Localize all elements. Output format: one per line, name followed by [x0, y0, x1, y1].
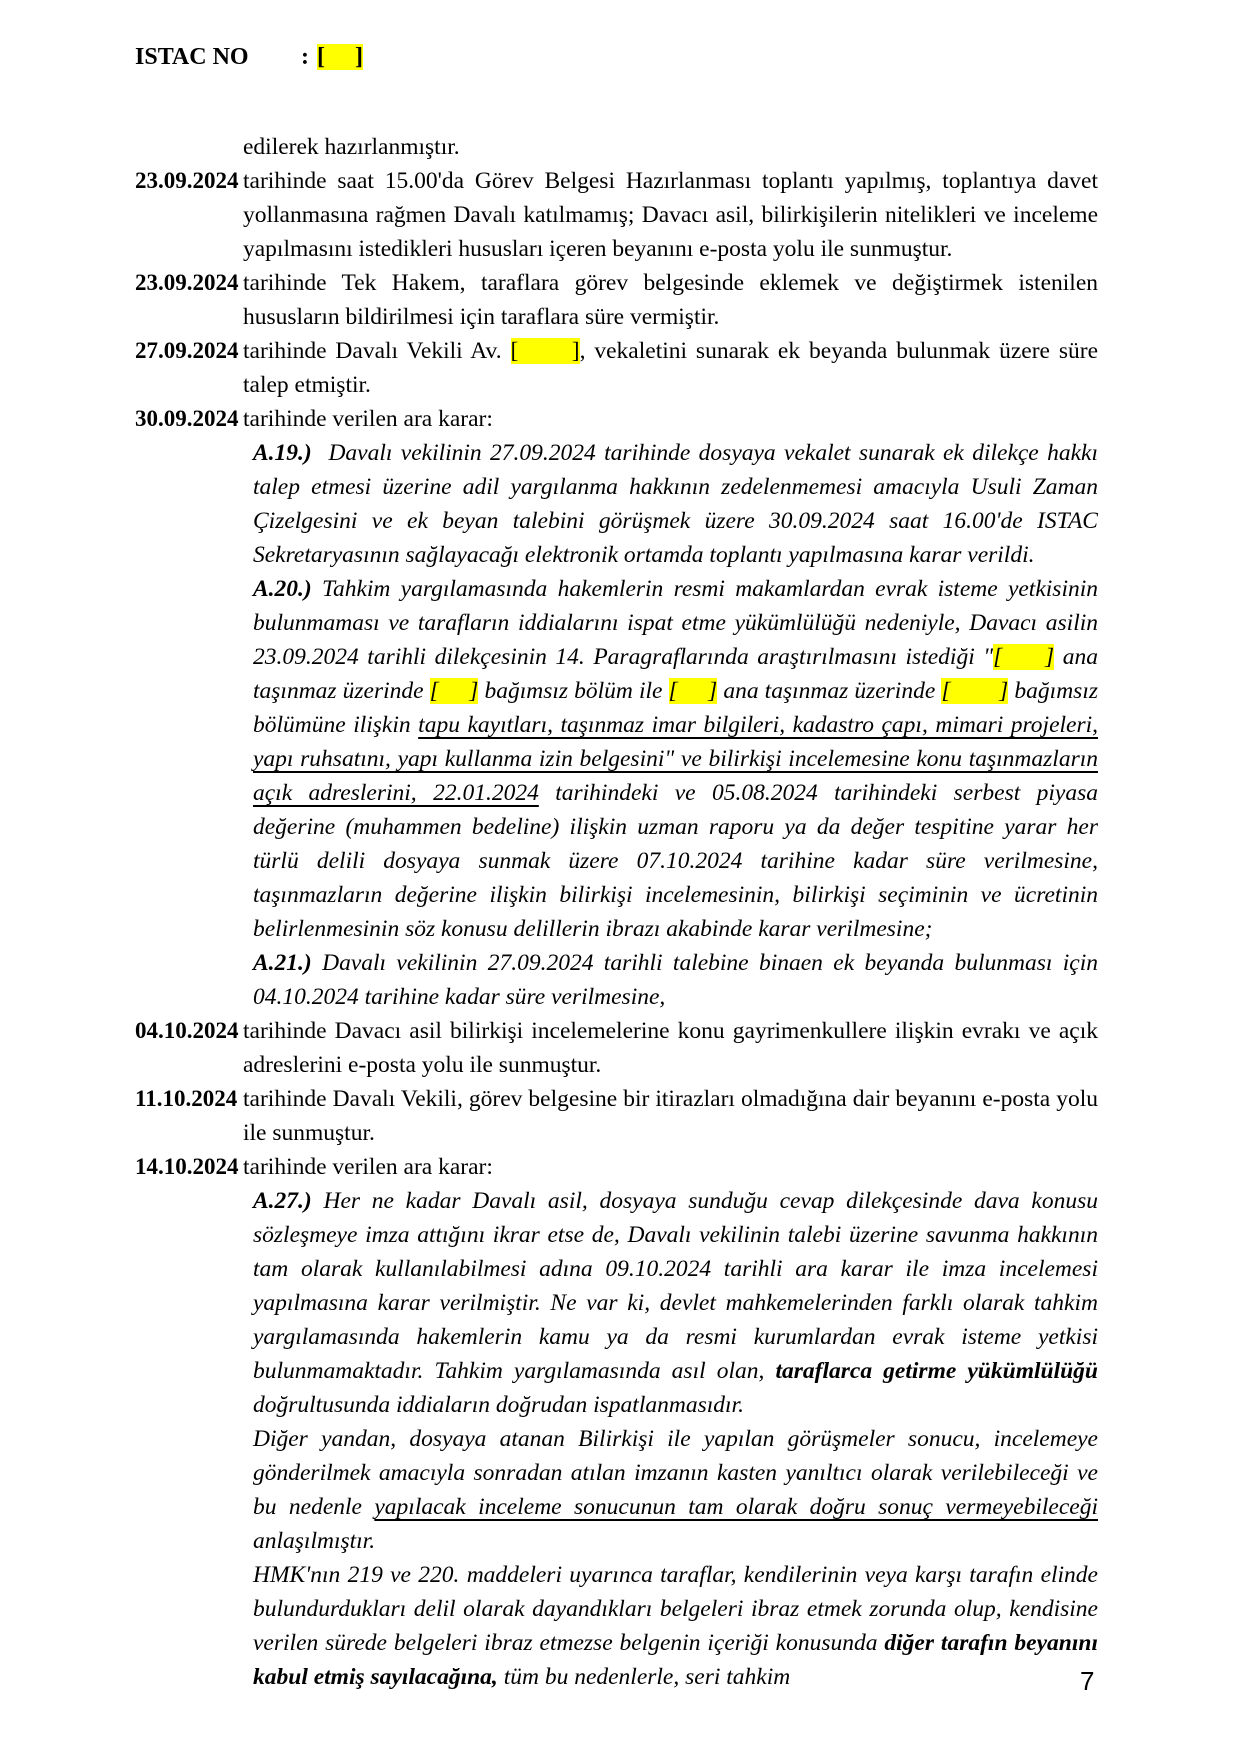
- entry-date: [135, 130, 243, 164]
- timeline-entry: [135, 266, 1098, 334]
- underlined-text: tapu kayıtları, taşınmaz imar bilgileri, kadastro çapı, mimari projeleri, yapı ruhsatını, yapı kullanma izin belgesini" ve bilirkişi incelemesine konu taşınmazların açık adreslerini, 22.01.2024: [253, 712, 1099, 806]
- paragraph: [243, 1014, 1098, 1082]
- text-segment: Tahkim yargılamasında hakemlerin resmi makamlardan evrak isteme yetkisinin bulunmaması ve tarafların iddialarını ispat etme yükümlülüğü nedeniyle, Davacı asilin 23.09.2024 tarihli dilekçesinin 14. Paragraflarında araştırılmasını istediği ": [253, 576, 1098, 670]
- text-segment: anlaşılmıştır.: [253, 1528, 376, 1554]
- entry-date: 30.09.2024: [135, 406, 239, 431]
- paragraph: [243, 334, 1098, 402]
- entry-content: [243, 1082, 1098, 1150]
- text-segment: , vekaletini sunarak ek beyanda bulunmak üzere süre talep etmiştir.: [243, 338, 1099, 398]
- doc-header: [135, 44, 363, 71]
- entry-content: [243, 334, 1098, 402]
- entry-content: [243, 1014, 1098, 1082]
- text-segment: Diğer yandan, dosyaya atanan Bilirkişi ile yapılan görüşmeler sonucu, incelemeye gönderilmek amacıyla sonradan atılan imzanın kasten yanıltıcı olarak verilebileceği ve bu nedenle: [253, 1426, 1098, 1520]
- entry-date: 14.10.2024: [135, 1154, 239, 1179]
- istac-no-separator: :: [301, 44, 309, 70]
- text-segment: ana taşınmaz üzerinde: [717, 678, 942, 704]
- timeline-entry: [135, 130, 1098, 164]
- redaction-highlight: [ ]: [510, 338, 580, 364]
- paragraph: [243, 402, 1098, 436]
- text-segment: tarihinde Davacı asil bilirkişi incelemelerine konu gayrimenkullere ilişkin evrakı ve açık adreslerini e-posta yolu ile sunmuştur.: [243, 1018, 1098, 1078]
- entry-date: 04.10.2024: [135, 1018, 239, 1043]
- bold-emphasis: A.27.): [253, 1188, 312, 1214]
- bold-emphasis: A.20.): [253, 576, 312, 602]
- text-segment: tarihinde Davalı Vekili Av.: [243, 338, 511, 364]
- decision-paragraph: [253, 572, 1098, 946]
- page-number: 7: [1080, 1666, 1095, 1696]
- bold-emphasis: taraflarca getirme yükümlülüğü: [775, 1358, 1098, 1384]
- text-segment: tarihinde Tek Hakem, taraflara görev belgesinde eklemek ve değiştirmek istenilen hususların bildirilmesi için taraflara süre vermiştir.: [243, 270, 1098, 330]
- text-segment: doğrultusunda iddiaların doğrudan ispatlanmasıdır.: [253, 1392, 744, 1418]
- bold-emphasis: diğer tarafın beyanını kabul etmiş sayılacağına,: [253, 1630, 1098, 1690]
- underlined-text: yapılacak inceleme sonucunun tam olarak doğru sonuç vermeyebileceği: [374, 1494, 1098, 1520]
- timeline: [135, 130, 1098, 1694]
- text-segment: tarihinde saat 15.00'da Görev Belgesi Hazırlanması toplantı yapılmış, toplantıya davet yollanmasına rağmen Davalı katılmamış; Davacı asil, bilirkişilerin nitelikleri ve inceleme yapılmasını istedikleri hususları içeren beyanını e-posta yolu ile sunmuştur.: [243, 168, 1098, 262]
- entry-content: [243, 130, 1098, 164]
- text-segment: HMK'nın 219 ve 220. maddeleri uyarınca taraflar, kendilerinin veya karşı tarafın elinde bulundurdukları delil olarak dayandıkları belgeleri ibraz etmek zorunda olup, kendisine verilen sürede belgeleri ibraz etmezse belgenin içeriği konusunda: [253, 1562, 1098, 1656]
- text-segment: Davalı vekilinin 27.09.2024 tarihinde dosyaya vekalet sunarak ek dilekçe hakkı talep etmesi üzerine adil yargılanma hakkının zedelenmemesi amacıyla Usuli Zaman Çizelgesini ve ek beyan talebini görüşmek üzere 30.09.2024 saat 16.00'de ISTAC Sekretaryasının sağlayacağı elektronik ortamda toplantı yapılmasına karar verildi.: [253, 440, 1098, 568]
- decision-paragraph: [253, 1184, 1098, 1422]
- istac-no-label: ISTAC NO: [135, 44, 249, 70]
- text-segment: tarihinde verilen ara karar:: [243, 406, 493, 432]
- decision-paragraph: [253, 1422, 1098, 1558]
- entry-date: 27.09.2024: [135, 338, 239, 363]
- istac-no-redaction-highlight: [ ]: [317, 44, 363, 70]
- redaction-highlight: [ ]: [429, 678, 479, 704]
- redaction-highlight: [ ]: [941, 678, 1009, 704]
- bold-emphasis: A.19.): [253, 440, 312, 466]
- entry-content: [243, 266, 1098, 334]
- decision-paragraph: [253, 946, 1098, 1014]
- paragraph: [243, 130, 1098, 164]
- timeline-entry: [135, 402, 1098, 1014]
- text-segment: bağımsız bölümüne ilişkin: [253, 678, 1098, 738]
- decision-paragraph: [253, 436, 1098, 572]
- redaction-highlight: [ ]: [993, 644, 1055, 670]
- timeline-entry: [135, 164, 1098, 266]
- text-segment: Her ne kadar Davalı asil, dosyaya sunduğu cevap dilekçesinde dava konusu sözleşmeye imza attığını ikrar etse de, Davalı vekilinin talebi üzerine savunma hakkının tam olarak kullanılabilmesi adına 09.10.2024 tarihli ara karar ile imza incelemesi yapılmasına karar verilmiştir. Ne var ki, devlet mahkemelerinden farklı olarak tahkim yargılamasında hakemlerin kamu ya da resmi kurumlardan evrak isteme yetkisi bulunmamaktadır. Tahkim yargılamasında asıl olan,: [253, 1188, 1098, 1384]
- text-segment: tarihinde verilen ara karar:: [243, 1154, 493, 1180]
- text-segment: Davalı vekilinin 27.09.2024 tarihli talebine binaen ek beyanda bulunması için 04.10.2024 tarihine kadar süre verilmesine,: [253, 950, 1098, 1010]
- entry-date: 23.09.2024: [135, 168, 239, 193]
- paragraph: [243, 266, 1098, 334]
- entry-content: [243, 164, 1098, 266]
- redaction-highlight: [ ]: [668, 678, 718, 704]
- timeline-entry: [135, 334, 1098, 402]
- text-segment: ana taşınmaz üzerinde: [253, 644, 1098, 704]
- paragraph: [243, 164, 1098, 266]
- entry-content: [243, 402, 1098, 1014]
- timeline-entry: [135, 1150, 1098, 1694]
- entry-content: [243, 1150, 1098, 1694]
- text-segment: tarihindeki ve 05.08.2024 tarihindeki serbest piyasa değerine (muhammen bedeline) ilişkin uzman raporu ya da değer tespitine yarar her türlü delili dosyaya sunmak üzere 07.10.2024 tarihine kadar süre verilmesine, taşınmazların değerine ilişkin bilirkişi incelemesinin, bilirkişi seçiminin ve ücretinin belirlenmesinin söz konusu delillerin ibrazı akabinde karar verilmesine;: [253, 780, 1098, 942]
- text-segment: tüm bu nedenlerle, seri tahkim: [497, 1664, 791, 1690]
- entry-date: 23.09.2024: [135, 270, 239, 295]
- timeline-entry: [135, 1082, 1098, 1150]
- timeline-entry: [135, 1014, 1098, 1082]
- paragraph: [243, 1150, 1098, 1184]
- text-segment: bağımsız bölüm ile: [478, 678, 669, 704]
- decision-paragraph: [253, 1558, 1098, 1694]
- entry-date: 11.10.2024: [135, 1086, 238, 1111]
- text-segment: edilerek hazırlanmıştır.: [243, 134, 460, 160]
- bold-emphasis: A.21.): [253, 950, 312, 976]
- paragraph: [243, 1082, 1098, 1150]
- text-segment: tarihinde Davalı Vekili, görev belgesine bir itirazları olmadığına dair beyanını e-posta yolu ile sunmuştur.: [243, 1086, 1098, 1146]
